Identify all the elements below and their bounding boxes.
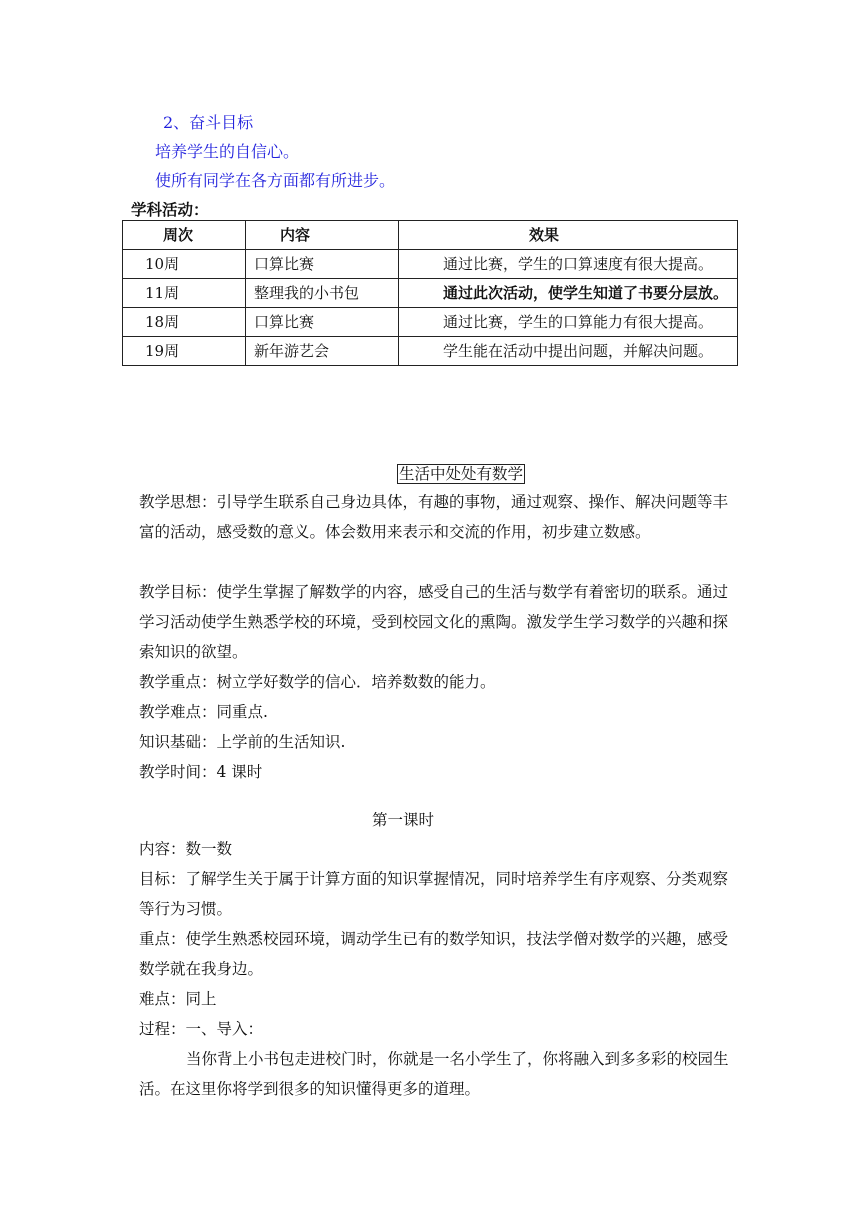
activities-table [122, 220, 738, 366]
table-header-row [123, 221, 738, 250]
goal-item: 培养学生的自信心。 [155, 142, 300, 161]
cell-effect: 通过比赛，学生的口算能力有很大提高。 [399, 308, 738, 337]
unit-difficulty: 教学难点：同重点. [139, 703, 268, 721]
table-row [123, 337, 738, 366]
unit-title [397, 462, 525, 484]
unit-key: 教学重点：树立学好数学的信心．培养数数的能力。 [139, 673, 496, 691]
header-effect: 效果 [399, 221, 738, 250]
table-row [123, 308, 738, 337]
activities-label: 学科活动： [131, 201, 209, 219]
table-row [123, 250, 738, 279]
cell-effect: 学生能在活动中提出问题，并解决问题。 [399, 337, 738, 366]
unit-title-text: 生活中处处有数学 [399, 465, 524, 483]
cell-content: 新年游艺会 [246, 337, 399, 366]
lesson-key: 重点：使学生熟悉校园环境，调动学生已有的数学知识，技法学僧对数学的兴趣，感受数学就在我身边。 [139, 930, 729, 978]
lesson-goal: 目标：了解学生关于属于计算方面的知识掌握情况，同时培养学生有序观察、分类观察等行为习惯。 [139, 870, 729, 918]
unit-basis: 知识基础：上学前的生活知识. [139, 733, 346, 751]
cell-content: 口算比赛 [246, 308, 399, 337]
unit-thought: 教学思想：引导学生联系自己身边具体，有趣的事物，通过观察、操作、解决问题等丰富的活动，感受数的意义。体会数用来表示和交流的作用，初步建立数感。 [139, 493, 729, 541]
lesson-intro: 当你背上小书包走进校门时，你就是一名小学生了，你将融入到多多彩的校园生活。在这里你将学到很多的知识懂得更多的道理。 [139, 1050, 729, 1098]
cell-effect: 通过此次活动，使学生知道了书要分层放。 [399, 279, 738, 308]
lesson-difficulty: 难点：同上 [139, 990, 217, 1008]
header-week: 周次 [123, 221, 246, 250]
cell-week: 18周 [123, 308, 246, 337]
lesson-title: 第一课时 [372, 811, 435, 829]
cell-content: 口算比赛 [246, 250, 399, 279]
table-row [123, 279, 738, 308]
cell-week: 11周 [123, 279, 246, 308]
lesson-content: 内容：数一数 [139, 840, 233, 858]
lesson-process: 过程：一、导入： [139, 1020, 264, 1038]
unit-time: 教学时间：4 课时 [139, 763, 263, 781]
cell-week: 19周 [123, 337, 246, 366]
cell-content: 整理我的小书包 [246, 279, 399, 308]
header-content: 内容 [246, 221, 399, 250]
goals-heading: 2、奋斗目标 [163, 113, 254, 132]
unit-goal: 教学目标：使学生掌握了解数学的内容，感受自己的生活与数学有着密切的联系。通过学习活动使学生熟悉学校的环境，受到校园文化的熏陶。激发学生学习数学的兴趣和探索知识的欲望。 [139, 583, 729, 661]
goal-item: 使所有同学在各方面都有所进步。 [155, 171, 396, 190]
cell-effect: 通过比赛，学生的口算速度有很大提高。 [399, 250, 738, 279]
cell-week: 10周 [123, 250, 246, 279]
